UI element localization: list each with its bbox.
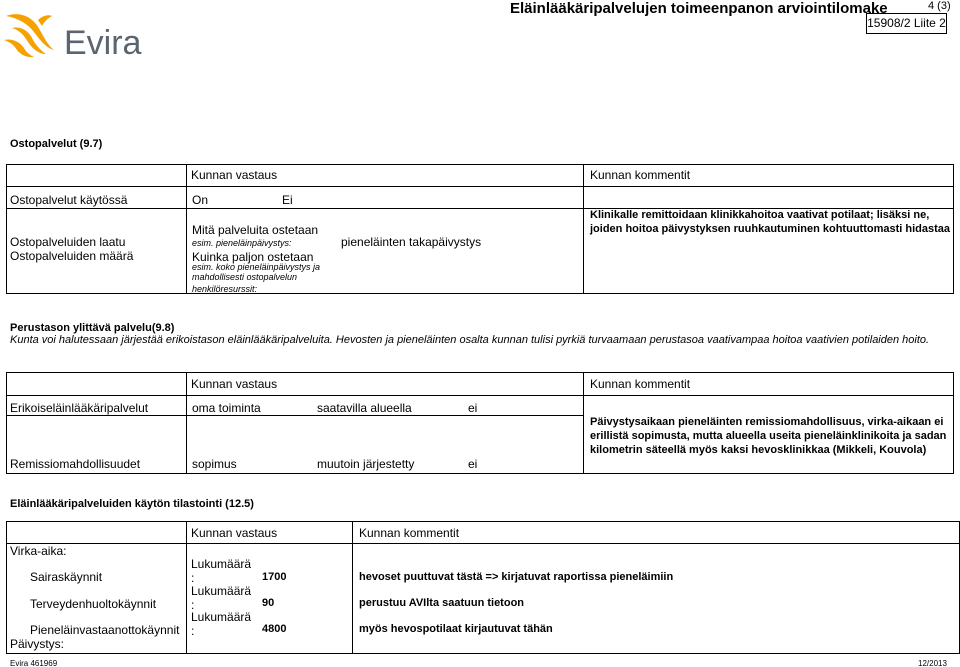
stat-comment-sick-visits[interactable]: hevoset puuttuvat tästä => kirjatuvat raportissa pieneläimiin xyxy=(359,571,674,583)
document-title: Eläinlääkäripalvelujen toimeenpanon arviointilomake xyxy=(510,0,888,17)
stat-colon: : xyxy=(191,571,195,585)
stat-comment-small-animal-visits[interactable]: myös hevospotilaat kirjautuvat tähän xyxy=(359,623,553,635)
question-how-much-example-3: henkilöresurssit: xyxy=(192,284,258,294)
col-header-response: Kunnan vastaus xyxy=(191,168,278,182)
question-how-much-example-2: mahdollisesti ostopalvelun xyxy=(192,272,298,282)
footer-document-id: Evira 461969 xyxy=(10,659,58,667)
evira-logo-icon xyxy=(2,10,152,60)
section-description: Kunta voi halutessaan järjestää erikoistason eläinlääkäripalveluita. Hevosten ja pieneläinten osalta kunnan tulisi pyrkiä turvaamaan perustasoa vaativampaa hoitoa vaativien potilaiden hoito. xyxy=(10,334,930,346)
stat-value-small-animal-visits[interactable]: 4800 xyxy=(262,623,287,635)
question-what-services: Mitä palveluita ostetaan xyxy=(192,223,319,237)
col-header-comment-3: Kunnan kommentit xyxy=(359,526,460,540)
reference-number: 15908/2 Liite 2 xyxy=(866,13,947,34)
stat-row-label: Terveydenhuoltokäynnit xyxy=(30,597,157,611)
question-what-example: esim. pieneläinpäivystys: xyxy=(192,238,292,248)
group-label-on-call: Päivystys: xyxy=(10,637,65,651)
option-ei-remission[interactable]: ei xyxy=(468,457,478,471)
stat-value-sick-visits[interactable]: 1700 xyxy=(262,571,287,583)
option-available-in-area[interactable]: saatavilla alueella xyxy=(317,401,412,415)
option-contract[interactable]: sopimus xyxy=(192,457,237,471)
option-on[interactable]: On xyxy=(192,193,209,207)
stat-colon: : xyxy=(191,624,195,638)
col-header-comment-2: Kunnan kommentit xyxy=(590,377,691,391)
question-how-much: Kuinka paljon ostetaan xyxy=(192,250,314,264)
stat-colon: : xyxy=(191,598,195,612)
svg-text:Evira: Evira xyxy=(64,24,142,60)
stat-row-label: Pieneläinvastaanottokäynnit xyxy=(30,623,180,637)
comment-specialist-services[interactable]: Päivystysaikaan pieneläinten remissiomahdollisuus, virka-aikaan ei erillistä sopimusta, mutta alueella useita pieneläinklinikoita ja sadan kilometrin säteellä myös kaksi hevosklinikkaa (Mikkeli, Kouvola) xyxy=(590,416,947,456)
comment-purchased-services[interactable]: Klinikalle remittoidaan klinikkahoitoa vaativat potilaat; lisäksi ne, joiden hoitoa päivystyksen ruuhkautuminen kohtuuttomasti hidastaa xyxy=(590,209,950,235)
col-header-response-3: Kunnan vastaus xyxy=(191,526,278,540)
col-header-response-2: Kunnan vastaus xyxy=(191,377,278,391)
row-label-remission: Remissiomahdollisuudet xyxy=(10,457,141,471)
footer-date: 12/2013 xyxy=(918,659,947,667)
group-label-office-hours: Virka-aika: xyxy=(10,544,67,558)
evira-logo xyxy=(2,10,152,60)
stat-row-label: Sairaskäynnit xyxy=(30,570,103,584)
stat-value-health-visits[interactable]: 90 xyxy=(262,597,275,609)
page-number: 4 (3) xyxy=(928,0,951,12)
stat-unit-label: Lukumäärä xyxy=(191,557,252,571)
option-own-operation[interactable]: oma toiminta xyxy=(192,401,261,415)
stat-unit-label: Lukumäärä xyxy=(191,584,252,598)
section-heading-ostopalvelut: Ostopalvelut (9.7) xyxy=(10,138,103,150)
section-heading-statistics: Eläinlääkäripalveluiden käytön tilastointi (12.5) xyxy=(10,498,254,510)
option-ei-specialist[interactable]: ei xyxy=(468,401,478,415)
option-otherwise-arranged[interactable]: muutoin järjestetty xyxy=(317,457,415,471)
question-how-much-example-1: esim. koko pieneläinpäivystys ja xyxy=(192,262,321,272)
stat-comment-health-visits[interactable]: perustuu AVIlta saatuun tietoon xyxy=(359,597,525,609)
section-heading-perustaso: Perustason ylittävä palvelu(9.8) xyxy=(10,322,175,334)
row-label-quantity: Ostopalveluiden määrä xyxy=(10,249,134,263)
row-label-in-use: Ostopalvelut käytössä xyxy=(10,193,128,207)
option-ei[interactable]: Ei xyxy=(282,193,293,207)
answer-what-services[interactable]: pieneläinten takapäivystys xyxy=(341,235,482,249)
col-header-comment: Kunnan kommentit xyxy=(590,168,691,182)
stat-unit-label: Lukumäärä xyxy=(191,610,252,624)
row-label-quality: Ostopalveluiden laatu xyxy=(10,235,126,249)
row-label-specialist: Erikoiseläinlääkäripalvelut xyxy=(10,401,149,415)
